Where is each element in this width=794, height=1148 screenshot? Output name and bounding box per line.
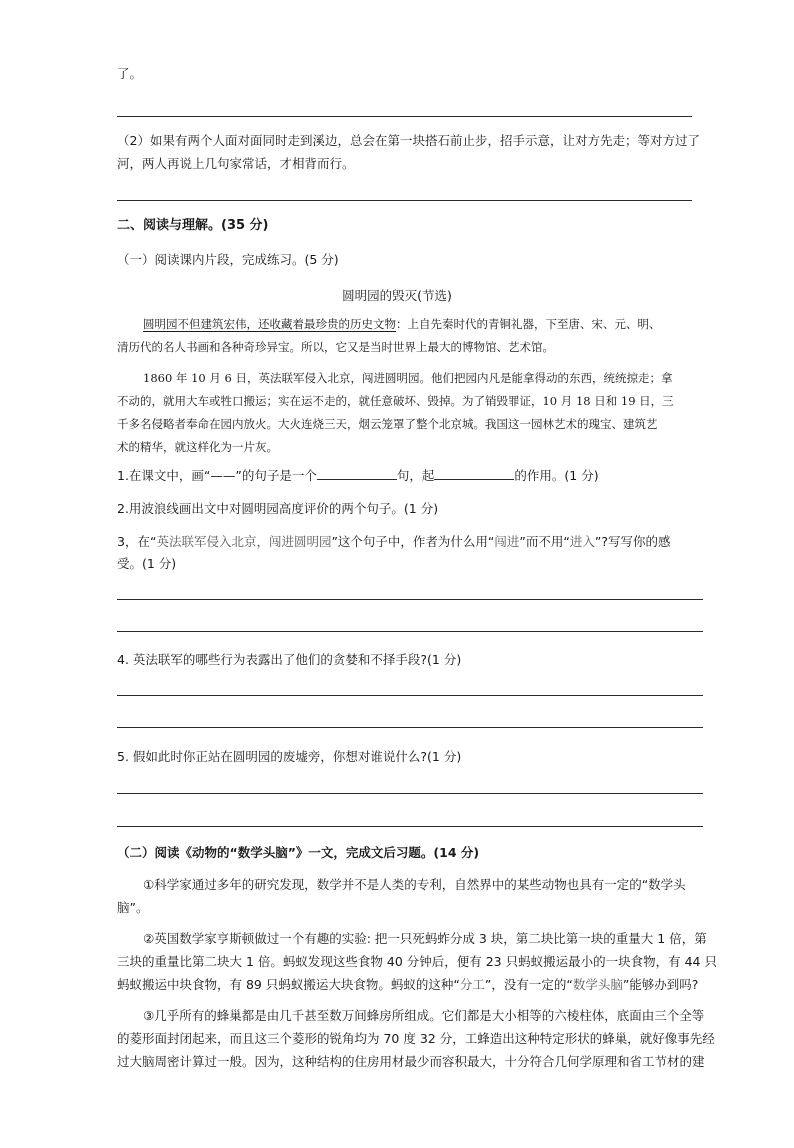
answer-line[interactable]	[117, 631, 703, 632]
q2-line-1: （2）如果有两个人面对面同时走到溪边，总会在第一块搭石前止步，招手示意，让对方先走；等对方过了	[117, 133, 700, 148]
article-p3-line-2: 的菱形面封闭起来，而且这三个菱形的锐角均为 70 度 32 分，工蜂造出这种特定形状的蜂巢，就好像事先经	[117, 1031, 715, 1046]
question-3-line-1	[117, 531, 671, 553]
fill-blank-1[interactable]	[317, 465, 397, 480]
question-1	[117, 465, 599, 487]
section-heading: 二、阅读与理解。(35 分)	[117, 218, 269, 233]
quoted-text: 英法联军侵入北京，闯进圆明园	[156, 534, 332, 549]
quoted-text: 分工	[459, 977, 485, 992]
article-text: 蚂蚁搬运中块食物，有 89 只蚂蚁搬运大块食物。蚂蚁的这种“	[117, 977, 460, 992]
question-text: ”?写写你的感	[594, 534, 671, 549]
question-text: 句，起	[396, 468, 435, 483]
passage-p2-line-1: 1860 年 10 月 6 日，英法联军侵入北京，闯进圆明园。他们把园内凡是能拿得动的东西，统统掠走；拿	[143, 371, 673, 385]
answer-line[interactable]	[117, 116, 692, 117]
article-p3-line-3: 过大脑周密计算过一般。因为，这种结构的住房用材最少而容积最大，十分符合几何学原理和省工节材的建	[117, 1054, 705, 1069]
article-p1-line-1: ①科学家通过多年的研究发现，数学并不是人类的专利，自然界中的某些动物也具有一定的“数学头	[143, 877, 686, 892]
article-p1-line-2: 脑”。	[117, 900, 149, 915]
quoted-text: 数学头脑	[572, 977, 623, 992]
question-text: ”而不用“	[519, 534, 570, 549]
passage-p2-line-4: 术的精华，就这样化为一片灰。	[117, 440, 278, 454]
passage-p1-line-1	[143, 313, 661, 335]
answer-line[interactable]	[117, 793, 703, 794]
quoted-text: 闯进	[494, 534, 520, 549]
question-5: 5. 假如此时你正站在圆明园的废墟旁，你想对谁说什么?(1 分)	[117, 749, 462, 764]
question-3-line-2: 受。(1 分)	[117, 556, 177, 571]
quoted-text: 进入	[569, 534, 595, 549]
passage-text: ：上自先秦时代的青铜礼器，下至唐、宋、元、明、	[396, 317, 661, 331]
passage-p1-line-2: 清历代的名人书画和各种奇珍异宝。所以，它又是当时世界上最大的博物馆、艺术馆。	[117, 340, 554, 354]
part2-heading: （二）阅读《动物的“数学头脑”》一文，完成文后习题。(14 分)	[117, 845, 480, 860]
question-text: 3，在“	[117, 534, 157, 549]
answer-line[interactable]	[117, 826, 703, 827]
part1-intro: （一）阅读课内片段，完成练习。(5 分)	[117, 252, 339, 267]
fill-blank-2[interactable]	[434, 465, 514, 480]
article-p2-line-1: ②英国数学家亨斯顿做过一个有趣的实验: 把一只死蚂蚱分成 3 块，第二块比第一块的重量大 1 倍，第	[143, 931, 707, 946]
question-4: 4. 英法联军的哪些行为表露出了他们的贪婪和不择手段?(1 分)	[117, 652, 462, 667]
passage-p2-line-3: 千多名侵略者奉命在园内放火。大火连烧三天，烟云笼罩了整个北京城。我国这一园林艺术的瑰宝、建筑艺	[117, 417, 658, 431]
passage-p2-line-2: 不动的，就用大车或牲口搬运；实在运不走的，就任意破坏、毁掉。为了销毁罪证，10 月 18 日和 19 日，三	[117, 394, 674, 408]
answer-line[interactable]	[117, 200, 692, 201]
article-text: ”，没有一定的“	[484, 977, 573, 992]
question-2: 2.用波浪线画出文中对圆明园高度评价的两个句子。(1 分)	[117, 501, 439, 516]
article-p3-line-1: ③几乎所有的蜂巢都是由几千甚至数万间蜂房所组成。它们都是大小相等的六棱柱体，底面由三个全等	[143, 1008, 705, 1023]
question-text: ”这个句子中，作者为什么用“	[331, 534, 495, 549]
q2-line-2: 河，两人再说上几句家常话，才相背而行。	[117, 156, 355, 171]
question-text: 1.在课文中，画“——”的句子是一个	[117, 468, 317, 483]
article-text: ”能够办到吗?	[622, 977, 699, 992]
question-text: 的作用。(1 分)	[514, 468, 599, 483]
underlined-sentence: 圆明园不但建筑宏伟，还收藏着最珍贵的历史文物	[143, 317, 396, 331]
top-fragment: 了。	[117, 66, 143, 81]
answer-line[interactable]	[117, 695, 703, 696]
article-p2-line-2: 三块的重量比第二块大 1 倍。蚂蚁发现这些食物 40 分钟后，便有 23 只蚂蚁搬运最小的一块食物，有 44 只	[117, 954, 717, 969]
answer-line[interactable]	[117, 599, 703, 600]
passage-title: 圆明园的毁灭(节选)	[342, 288, 452, 303]
article-p2-line-3	[117, 974, 698, 996]
answer-line[interactable]	[117, 727, 703, 728]
